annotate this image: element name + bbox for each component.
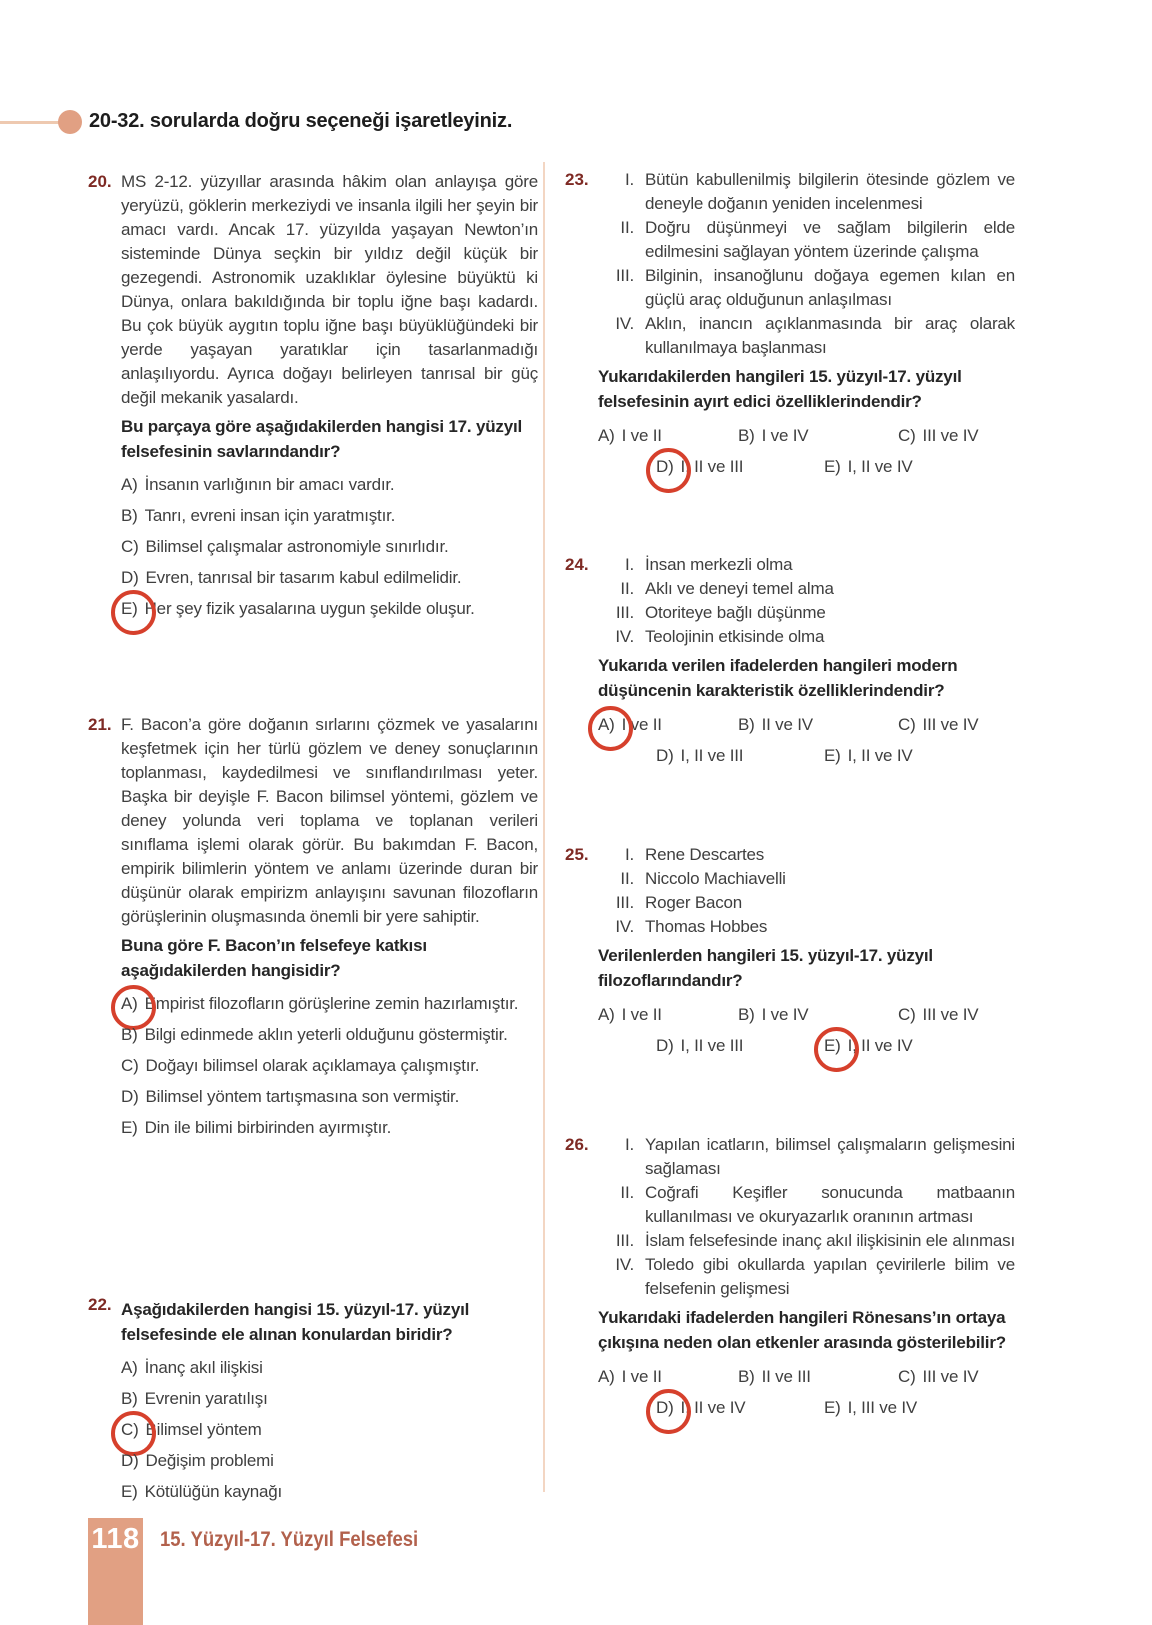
option-letter: D) <box>121 1451 139 1470</box>
question-stem: Yukarıda verilen ifadelerden hangileri modern düşüncenin karakteristik özelliklerindendir? <box>598 656 958 700</box>
roman-numeral: I. <box>624 1135 634 1154</box>
roman-item-text: Bütün kabullenilmiş bilgilerin ötesinde gözlem ve deneyle doğanın yeniden incelenmesi <box>645 170 1015 213</box>
option-text: Tanrı, evreni insan için yaratmıştır. <box>144 506 396 525</box>
option <box>121 535 538 559</box>
option-text: I, II ve III <box>680 1036 744 1055</box>
roman-item <box>598 264 1015 312</box>
roman-numeral: IV. <box>615 1255 634 1274</box>
question-22 <box>88 1293 538 1511</box>
option-letter-selected: E) <box>121 599 138 618</box>
option-letter: E) <box>121 1118 138 1137</box>
option-letter: A) <box>598 1005 615 1024</box>
roman-item-text: Yapılan icatların, bilimsel çalışmaların gelişmesini sağlaması <box>645 1135 1015 1178</box>
option-text: I, II ve IV <box>847 1036 913 1055</box>
options-row <box>656 1033 1015 1059</box>
roman-item-text: Aklı ve deneyi temel alma <box>645 579 834 598</box>
option-letter: A) <box>598 1367 615 1386</box>
option-text: Evren, tanrısal bir tasarım kabul edilmelidir. <box>145 568 462 587</box>
option-letter-selected: C) <box>121 1420 139 1439</box>
option <box>121 1116 538 1140</box>
page-number: 118 <box>91 1523 140 1555</box>
option-text: I ve II <box>621 426 662 445</box>
option-letter: A) <box>598 426 615 445</box>
roman-item <box>598 216 1015 264</box>
question-content <box>598 1133 1015 1421</box>
option-text: Bilimsel yöntem tartışmasına son vermiştir. <box>145 1087 460 1106</box>
roman-item-text: İnsan merkezli olma <box>645 555 793 574</box>
option-letter: C) <box>121 537 139 556</box>
roman-item-text: Toledo gibi okullarda yapılan çevirilerle bilim ve felsefenin gelişmesi <box>645 1255 1015 1298</box>
option-text: I, II ve III <box>680 746 744 765</box>
option <box>656 454 824 480</box>
option-letter-selected: A) <box>598 715 615 734</box>
option-text: Empirist filozofların görüşlerine zemin hazırlamıştır. <box>144 994 519 1013</box>
options-list <box>121 473 538 621</box>
roman-item <box>598 1229 1015 1253</box>
roman-item <box>598 1133 1015 1181</box>
roman-item-text: Coğrafi Keşifler sonucunda matbaanın kullanılması ve okuryazarlık oranının artması <box>645 1183 1015 1226</box>
option-text: III ve IV <box>922 1005 979 1024</box>
question-content <box>121 170 538 628</box>
option <box>824 454 913 480</box>
option-letter: B) <box>121 506 138 525</box>
question-number: 25. <box>565 845 589 864</box>
option-text: III ve IV <box>922 426 979 445</box>
question-stem: Yukarıdaki ifadelerden hangileri Rönesans’ın ortaya çıkışına neden olan etkenler arasında gösterilebilir? <box>598 1308 1006 1352</box>
roman-item-text: Roger Bacon <box>645 893 743 912</box>
option <box>656 1395 824 1421</box>
option-letter: C) <box>898 715 916 734</box>
option-letter: C) <box>898 1005 916 1024</box>
question-content <box>598 553 1015 769</box>
roman-item <box>598 867 1015 891</box>
roman-numeral: IV. <box>615 627 634 646</box>
option <box>898 423 978 449</box>
roman-item-text: Aklın, inancın açıklanmasında bir araç olarak kullanılmaya başlanması <box>645 314 1015 357</box>
option <box>598 712 738 738</box>
option-letter: C) <box>898 1367 916 1386</box>
option <box>121 1085 538 1109</box>
option-text: I ve II <box>621 1005 662 1024</box>
option <box>121 992 538 1016</box>
options-grid <box>598 712 1015 769</box>
roman-item <box>598 915 1015 939</box>
option <box>598 1002 738 1028</box>
options-list <box>121 992 538 1140</box>
question-number: 20. <box>88 172 112 191</box>
page-number-box <box>88 1518 143 1625</box>
option-letter: E) <box>121 1482 138 1501</box>
question-number: 22. <box>88 1295 112 1314</box>
option-letter: E) <box>824 746 841 765</box>
option-letter-selected: E) <box>824 1036 841 1055</box>
options-row <box>598 1002 1015 1028</box>
roman-item <box>598 312 1015 360</box>
options-row <box>656 454 1015 480</box>
option <box>121 1387 538 1411</box>
option-letter: B) <box>121 1025 138 1044</box>
option-text: I ve II <box>621 715 662 734</box>
roman-numeral: I. <box>624 170 634 189</box>
roman-numeral: IV. <box>615 917 634 936</box>
roman-numeral: I. <box>624 845 634 864</box>
option-text: Her şey fizik yasalarına uygun şekilde oluşur. <box>144 599 475 618</box>
footer-section-title: 15. Yüzyıl-17. Yüzyıl Felsefesi <box>160 1528 419 1551</box>
option-letter: E) <box>824 457 841 476</box>
question-stem: Verilenlerden hangileri 15. yüzyıl-17. yüzyıl filozoflarındandır? <box>598 946 933 990</box>
question-content <box>121 713 538 1147</box>
option-text: I, II ve IV <box>847 457 913 476</box>
accent-line <box>0 121 60 124</box>
option-text: III ve IV <box>922 715 979 734</box>
option-letter: B) <box>121 1389 138 1408</box>
option-letter: E) <box>824 1398 841 1417</box>
option <box>656 743 824 769</box>
options-row <box>656 1395 1015 1421</box>
option <box>738 423 898 449</box>
option <box>824 1395 917 1421</box>
question-23 <box>565 168 1015 480</box>
roman-numeral: II. <box>620 579 634 598</box>
option-letter: D) <box>121 568 139 587</box>
option-letter: B) <box>738 1367 755 1386</box>
option-text: I, II ve III <box>680 457 744 476</box>
options-grid <box>598 1364 1015 1421</box>
option <box>898 712 978 738</box>
roman-numeral: III. <box>615 603 634 622</box>
roman-item-text: Otoriteye bağlı düşünme <box>645 603 826 622</box>
question-number: 26. <box>565 1135 589 1154</box>
roman-item-text: Bilginin, insanoğlunu doğaya egemen kılan en güçlü araç olduğunun anlaşılması <box>645 266 1015 309</box>
roman-item-text: Rene Descartes <box>645 845 765 864</box>
option <box>121 597 538 621</box>
option <box>738 1364 898 1390</box>
question-stem: Buna göre F. Bacon’ın felsefeye katkısı aşağıdakilerden hangisidir? <box>121 936 427 980</box>
option <box>121 504 538 528</box>
option-text: II ve IV <box>761 715 813 734</box>
options-list <box>121 1356 538 1504</box>
question-stem: Yukarıdakilerden hangileri 15. yüzyıl-17. yüzyıl felsefesinin ayırt edici özelliklerindendir? <box>598 367 962 411</box>
roman-numeral: II. <box>620 869 634 888</box>
options-row <box>598 1364 1015 1390</box>
roman-item <box>598 577 1015 601</box>
option-text: I ve IV <box>761 426 809 445</box>
roman-item <box>598 168 1015 216</box>
question-body: MS 2-12. yüzyıllar arasında hâkim olan anlayışa göre yeryüzü, göklerin merkeziydi ve insanla ilgili her şeyin bir amacı vardı. Ancak 17. yüzyılda yaşayan Newton’ın sisteminde Dünya seçkin bir yıldız değil küçük bir gezegendi. Astronomik uzaklıklar öylesine büyüktü ki Dünya, onlara bakıldığında bir toplu iğne başı kadardı. Bu çok büyük aygıtın toplu iğne başı büyüklüğündeki bir yerde yaşayan yaratıklar için tasarlanmadığı anlaşılıyordu. Ayrıca doğayı belirleyen tanrısal bir güç değil mekanik yasalardı. <box>121 172 538 407</box>
option-text: I, III ve IV <box>847 1398 918 1417</box>
roman-item-text: Thomas Hobbes <box>645 917 768 936</box>
roman-item <box>598 601 1015 625</box>
question-content <box>598 168 1015 480</box>
roman-numeral: I. <box>624 555 634 574</box>
option <box>121 473 538 497</box>
option <box>824 1033 913 1059</box>
option <box>898 1002 978 1028</box>
question-number: 21. <box>88 715 112 734</box>
question-26 <box>565 1133 1015 1421</box>
option-text: I ve II <box>621 1367 662 1386</box>
roman-item-text: Doğru düşünmeyi ve sağlam bilgilerin elde edilmesini sağlayan yöntem üzerinde çalışma <box>645 218 1015 261</box>
roman-item <box>598 891 1015 915</box>
option-text: Bilgi edinmede aklın yeterli olduğunu göstermiştir. <box>144 1025 508 1044</box>
option-text: I, II ve IV <box>847 746 913 765</box>
option-letter: B) <box>738 1005 755 1024</box>
option-letter-selected: D) <box>656 457 674 476</box>
roman-numeral: II. <box>620 218 634 237</box>
option-text: I ve IV <box>761 1005 809 1024</box>
options-row <box>656 743 1015 769</box>
roman-numeral: III. <box>615 1231 634 1250</box>
option-letter: C) <box>121 1056 139 1075</box>
question-body: F. Bacon’a göre doğanın sırlarını çözmek ve yasalarını keşfetmek için her türlü gözlem ve deney sonuçlarının toplanması, kaydedilmesi ve sınıflandırılması yeter. Başka bir deyişle F. Bacon bilimsel yöntemi, gözlem ve deney yolunda veri toplama ve toplanan verileri sınıflama işlemi olarak görür. Bu bakımdan F. Bacon, empirik bilimlerin yöntem ve anlamı üzerinde duran bir düşünür olarak empirizm anlayışını savunan filozofların görüşlerinin oluşmasında önemli bir yere sahiptir. <box>121 715 538 926</box>
roman-numeral: III. <box>615 893 634 912</box>
option-text: Bilimsel yöntem <box>145 1420 262 1439</box>
question-21 <box>88 713 538 1147</box>
option <box>121 566 538 590</box>
option-letter: D) <box>656 1036 674 1055</box>
option-letter: A) <box>121 475 138 494</box>
question-stem: Bu parçaya göre aşağıdakilerden hangisi 17. yüzyıl felsefesinin savlarındandır? <box>121 417 522 461</box>
option <box>598 1364 738 1390</box>
option-letter: C) <box>898 426 916 445</box>
roman-item <box>598 625 1015 649</box>
option-text: Kötülüğün kaynağı <box>144 1482 283 1501</box>
roman-numeral: IV. <box>615 314 634 333</box>
option <box>121 1418 538 1442</box>
option-letter: B) <box>738 426 755 445</box>
roman-numeral: II. <box>620 1183 634 1202</box>
option <box>121 1480 538 1504</box>
question-stem: Aşağıdakilerden hangisi 15. yüzyıl-17. yüzyıl felsefesinde ele alınan konulardan biridir? <box>121 1300 470 1344</box>
option-text: III ve IV <box>922 1367 979 1386</box>
roman-item-text: Teolojinin etkisinde olma <box>645 627 825 646</box>
roman-item <box>598 843 1015 867</box>
section-instruction: 20-32. sorularda doğru seçeneği işaretleyiniz. <box>89 110 513 132</box>
option-text: Din ile bilimi birbirinden ayırmıştır. <box>144 1118 392 1137</box>
roman-item <box>598 1181 1015 1229</box>
option-letter: D) <box>121 1087 139 1106</box>
question-number: 23. <box>565 170 589 189</box>
option-letter: D) <box>656 746 674 765</box>
accent-dot-icon <box>58 110 82 134</box>
option <box>656 1033 824 1059</box>
option <box>121 1356 538 1380</box>
option <box>598 423 738 449</box>
roman-item-text: İslam felsefesinde inanç akıl ilişkisinin ele alınması <box>645 1231 1015 1250</box>
option-text: II ve III <box>761 1367 811 1386</box>
option <box>121 1054 538 1078</box>
option-text: İnanç akıl ilişkisi <box>144 1358 263 1377</box>
options-grid <box>598 1002 1015 1059</box>
option-text: I, II ve IV <box>680 1398 746 1417</box>
option <box>898 1364 978 1390</box>
option-letter: A) <box>121 1358 138 1377</box>
option-text: Evrenin yaratılışı <box>144 1389 268 1408</box>
option <box>824 743 913 769</box>
option <box>738 1002 898 1028</box>
question-content <box>121 1293 538 1511</box>
column-divider <box>543 162 545 1492</box>
question-number: 24. <box>565 555 589 574</box>
roman-item <box>598 553 1015 577</box>
question-content <box>598 843 1015 1059</box>
option-text: İnsanın varlığının bir amacı vardır. <box>144 475 395 494</box>
option-text: Doğayı bilimsel olarak açıklamaya çalışmıştır. <box>145 1056 480 1075</box>
roman-numeral: III. <box>615 266 634 285</box>
question-24 <box>565 553 1015 769</box>
option <box>121 1023 538 1047</box>
option <box>121 1449 538 1473</box>
options-grid <box>598 423 1015 480</box>
option-letter: B) <box>738 715 755 734</box>
question-25 <box>565 843 1015 1059</box>
option-letter-selected: A) <box>121 994 138 1013</box>
options-row <box>598 712 1015 738</box>
option-text: Bilimsel çalışmalar astronomiyle sınırlıdır. <box>145 537 449 556</box>
option <box>738 712 898 738</box>
roman-item-text: Niccolo Machiavelli <box>645 869 786 888</box>
options-row <box>598 423 1015 449</box>
roman-item <box>598 1253 1015 1301</box>
question-20 <box>88 170 538 628</box>
option-text: Değişim problemi <box>145 1451 274 1470</box>
option-letter-selected: D) <box>656 1398 674 1417</box>
